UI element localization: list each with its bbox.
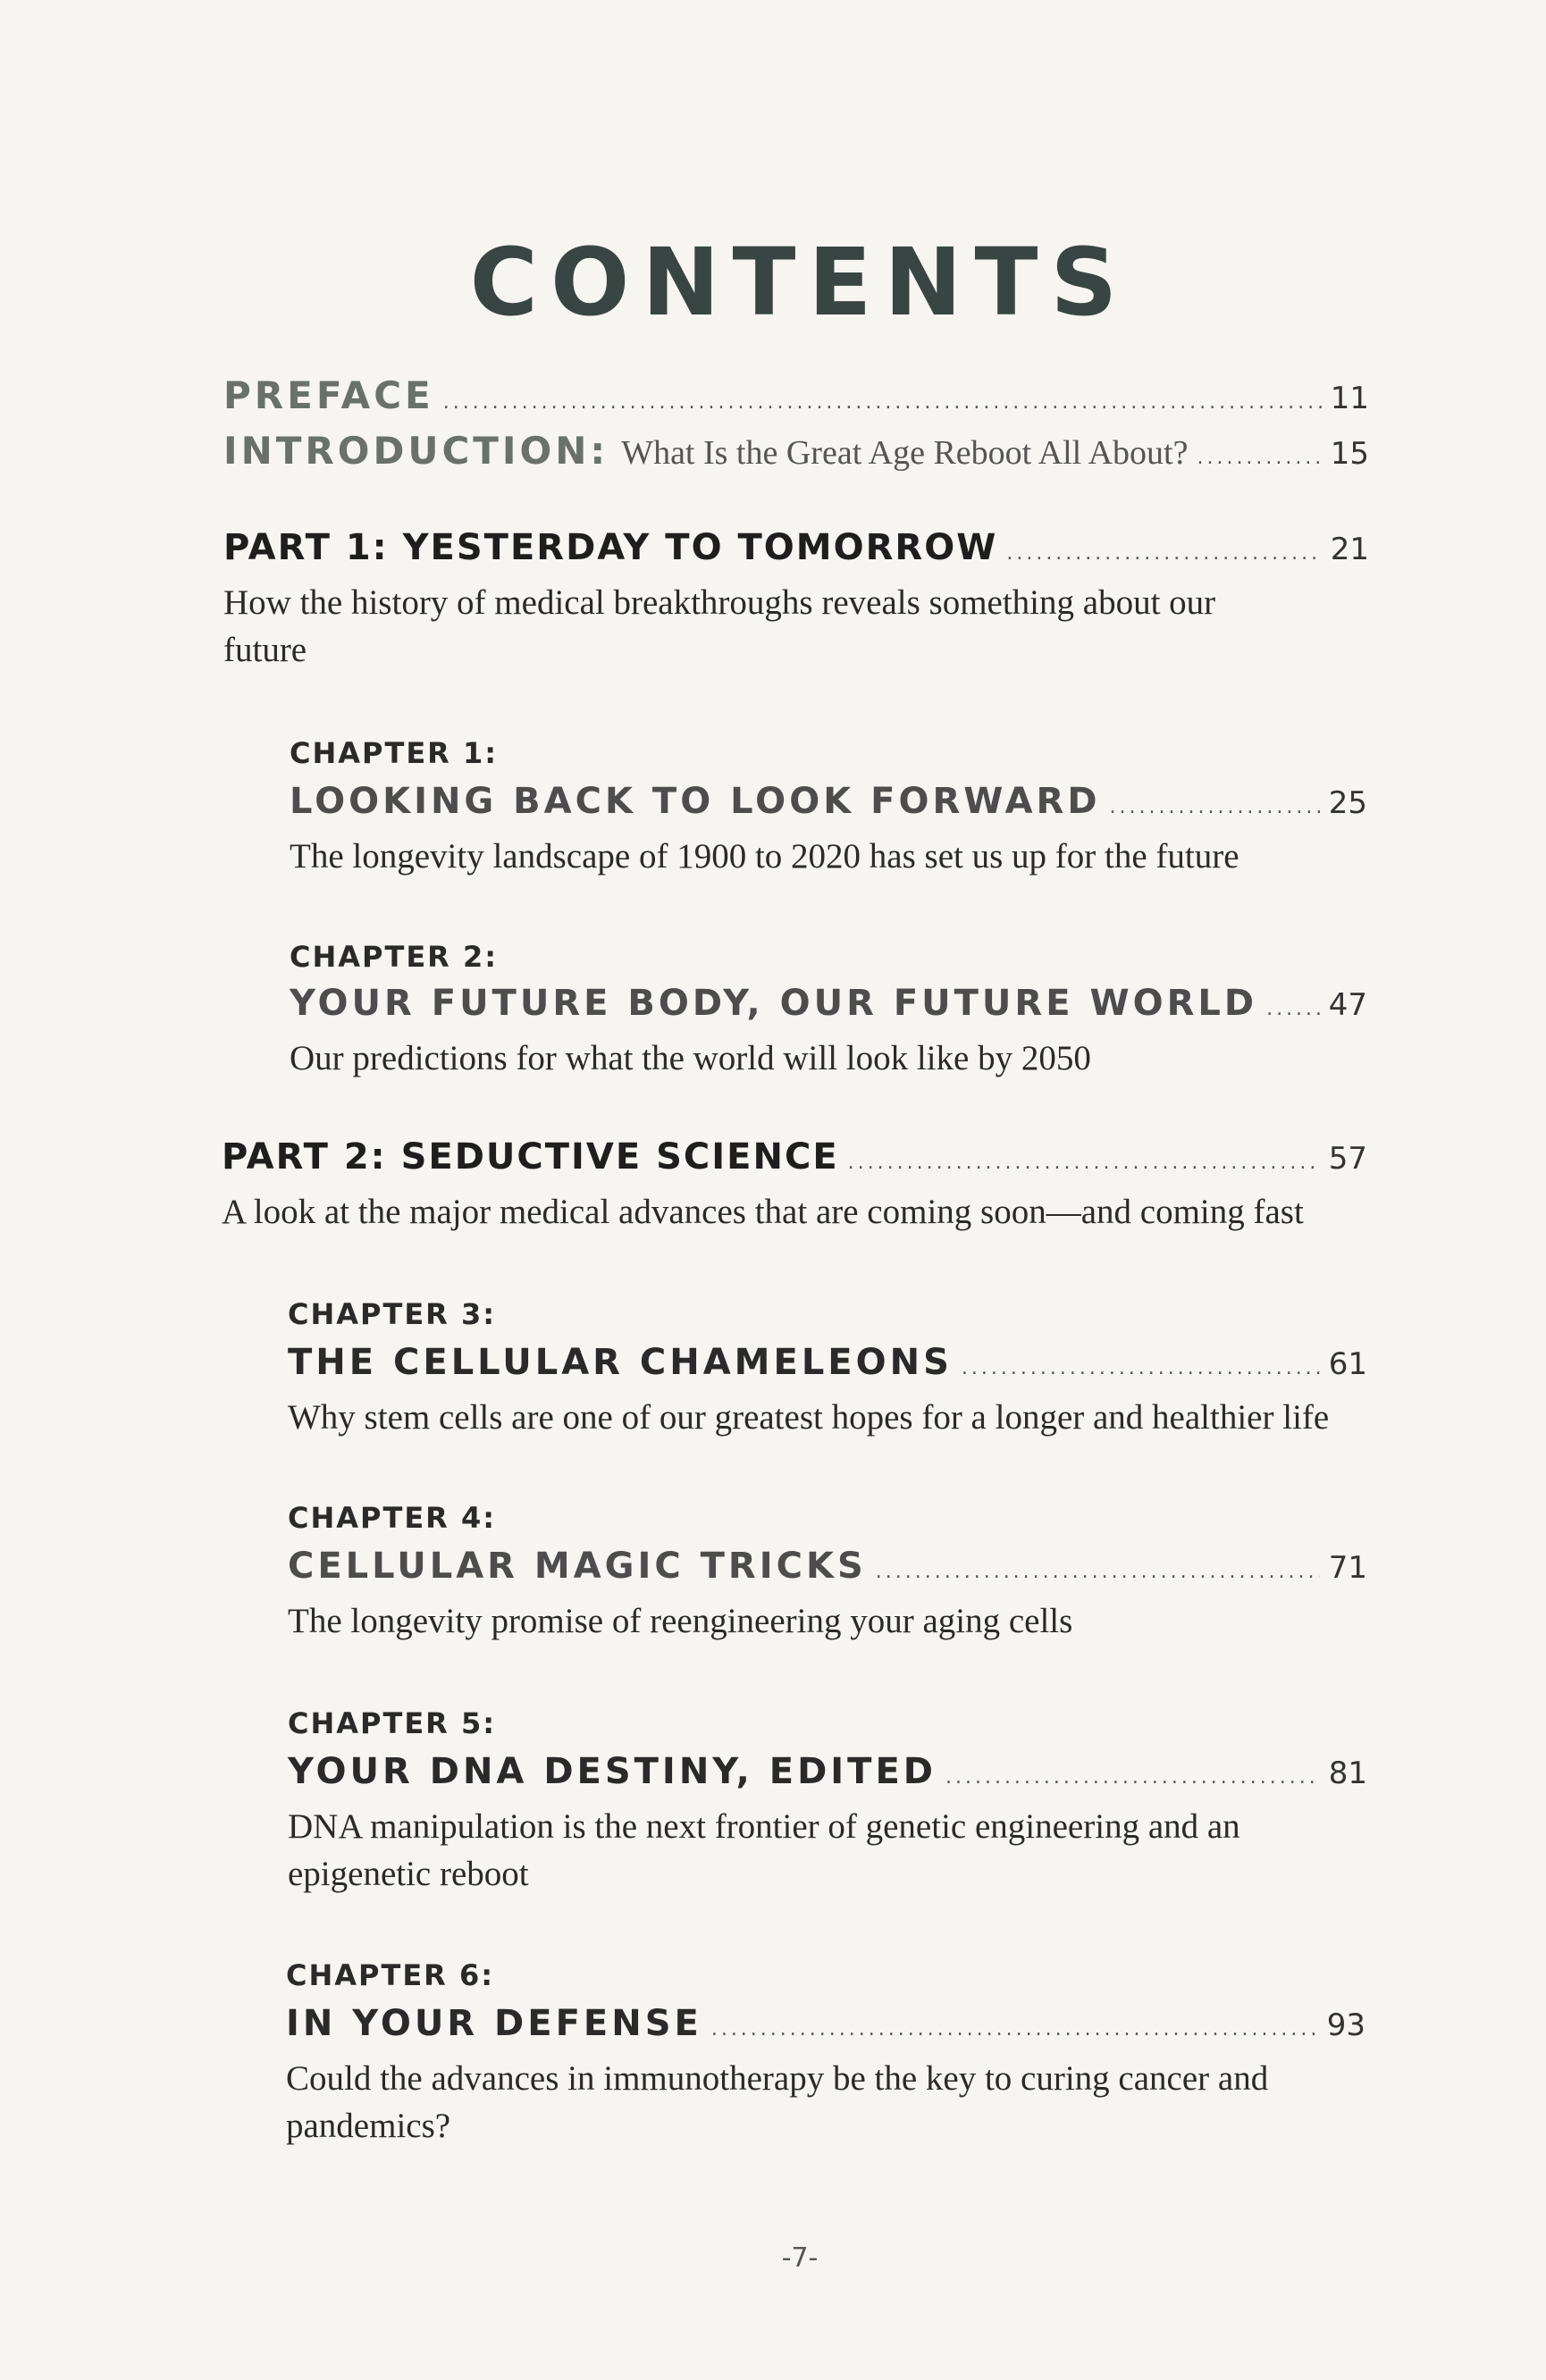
toc-page-number: 57 [1328,1141,1367,1177]
toc-entry-preface [223,373,1369,417]
page-title: CONTENTS [469,228,1130,337]
chapter-description: Could the advances in immunotherapy be the key to curing cancer and pandemics? [286,2059,1269,2145]
toc-page-number: 47 [1328,987,1367,1023]
toc-entry-introduction [223,429,1369,473]
chapter-description: Our predictions for what the world will look like by 2050 [290,1039,1091,1077]
toc-page-number: 61 [1328,1346,1367,1382]
toc-entry-label: PREFACE [223,373,434,417]
toc-chapter-1 [290,781,1367,822]
chapter-title: YOUR FUTURE BODY, OUR FUTURE WORLD [290,983,1258,1024]
toc-chapter-6 [286,2003,1365,2044]
dot-leader [711,2018,1318,2041]
toc-page-number: 21 [1330,532,1369,567]
chapter-title: LOOKING BACK TO LOOK FORWARD [290,781,1101,822]
chapter-title: THE CELLULAR CHAMELEONS [288,1342,953,1383]
chapter-label: CHAPTER 1: [290,736,499,770]
dot-leader [1266,998,1320,1020]
toc-part-1 [223,527,1369,568]
chapter-title: YOUR DNA DESTINY, EDITED [288,1751,937,1792]
chapter-label: CHAPTER 5: [288,1706,497,1740]
toc-chapter-2 [290,983,1367,1024]
toc-page-number: 81 [1328,1756,1367,1791]
part-heading: PART 1: YESTERDAY TO TOMORROW [223,527,998,568]
page-number: -7- [781,2242,819,2274]
chapter-label: CHAPTER 6: [286,1958,495,1992]
dot-leader [962,1357,1320,1379]
part-description: How the history of medical breakthroughs reveals something about our future [223,583,1216,669]
chapter-label: CHAPTER 4: [288,1501,497,1535]
chapter-description: DNA manipulation is the next frontier of genetic engineering and an epigenetic reboot [288,1807,1240,1893]
toc-chapter-5 [288,1751,1367,1792]
chapter-description: The longevity promise of reengineering your aging cells [288,1602,1073,1640]
dot-leader [443,391,1322,414]
chapter-label: CHAPTER 3: [288,1297,497,1331]
toc-page-number: 25 [1328,785,1367,821]
toc-page-number: 11 [1330,381,1369,416]
chapter-description: Why stem cells are one of our greatest hopes for a longer and healthier life [288,1398,1330,1437]
chapter-title: CELLULAR MAGIC TRICKS [288,1546,867,1587]
toc-page-number: 93 [1326,2007,1365,2043]
toc-page-number: 15 [1330,436,1369,472]
part-description: A look at the major medical advances that are coming soon—and coming fast [222,1193,1304,1231]
toc-page-number: 71 [1328,1550,1367,1586]
chapter-description: The longevity landscape of 1900 to 2020 has set us up for the future [290,837,1239,876]
chapter-label: CHAPTER 2: [290,940,499,974]
dot-leader [945,1766,1320,1789]
dot-leader [1197,447,1321,469]
chapter-title: IN YOUR DEFENSE [286,2003,702,2044]
dot-leader [876,1561,1320,1583]
toc-part-2 [222,1136,1367,1177]
dot-leader [1006,542,1321,565]
dot-leader [848,1152,1320,1174]
toc-chapter-3 [288,1342,1367,1383]
dot-leader [1110,796,1320,818]
toc-chapter-4 [288,1546,1367,1587]
part-heading: PART 2: SEDUCTIVE SCIENCE [222,1136,839,1177]
toc-entry-subtitle: What Is the Great Age Reboot All About? [621,434,1189,472]
toc-entry-label: INTRODUCTION: [223,429,609,473]
